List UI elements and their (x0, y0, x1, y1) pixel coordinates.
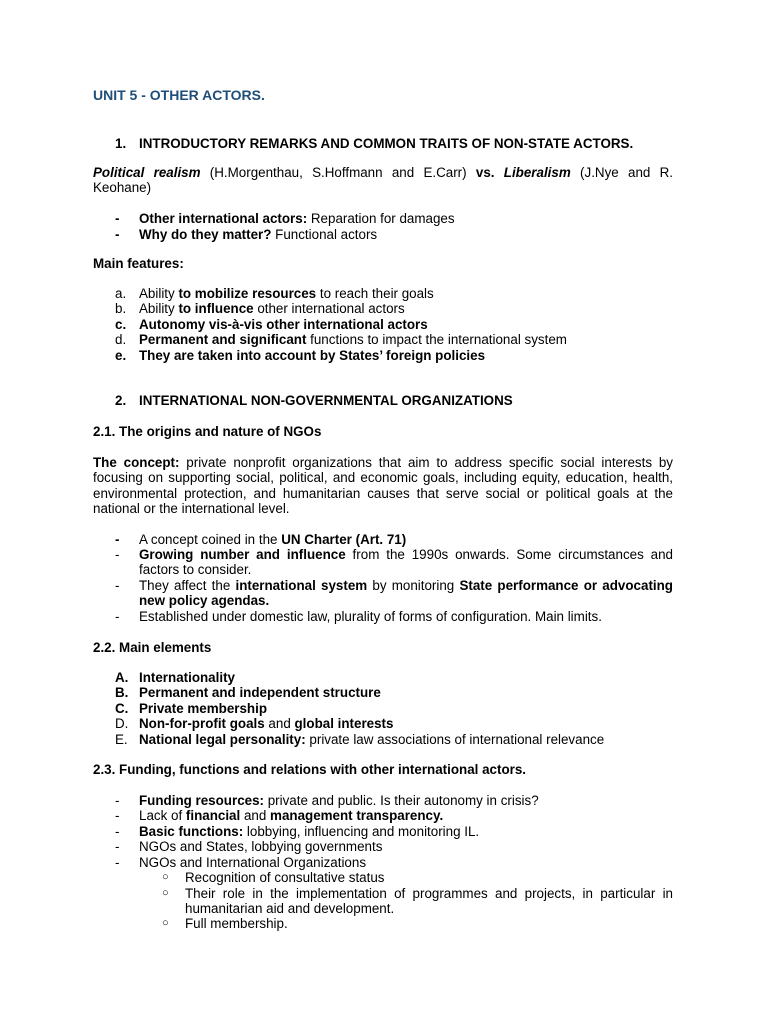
bullet-dash: - (115, 547, 120, 562)
bullet-dash: - (115, 578, 120, 593)
concept-text: private nonprofit organizations that aim to address specific social interests by focusing on supporting social, political, and economic goals, including equity, education, health, environmental protection, and humanitarian causes that serve social or political goals at the national or the international level. (93, 455, 674, 517)
text: A concept coined in the (139, 532, 282, 547)
subsection-2-3-heading: 2.3. Funding, functions and relations with other international actors. (93, 762, 526, 777)
list-marker: E. (115, 732, 128, 747)
section-1-title: INTRODUCTORY REMARKS AND COMMON TRAITS OF NON-STATE ACTORS. (139, 136, 634, 151)
text: Lack of (139, 808, 186, 823)
list-marker: A. (115, 670, 129, 685)
text: Ability (139, 301, 179, 316)
list-marker: c. (115, 317, 127, 332)
text-bold: Non-for-profit goals (139, 716, 265, 731)
bullet-dash: - (115, 808, 120, 823)
list-marker: C. (115, 701, 129, 716)
list-marker: a. (115, 286, 127, 301)
text: by monitoring (367, 578, 460, 593)
text-bold: Internationality (139, 670, 235, 685)
text: to reach their goals (316, 286, 434, 301)
bullet-label: Other international actors: (139, 211, 308, 226)
text: Their role in the implementation of programmes and projects, in particular in humanitarian aid and development. (185, 886, 673, 917)
text-bold: financial (185, 808, 241, 823)
text: from the 1990s onwards. Some circumstances and factors to consider. (139, 547, 674, 578)
list-marker: b. (115, 301, 127, 316)
list-marker: B. (115, 685, 129, 700)
text: NGOs and States, lobbying governments (139, 839, 383, 854)
realism-authors: (H.Morgenthau, S.Hoffmann and E.Carr) (200, 165, 476, 180)
bullet-label: Why do they matter? (139, 227, 272, 242)
text-bold: Autonomy vis-à-vis other international actors (139, 317, 428, 332)
text-bold: international system (235, 578, 368, 593)
bullet-text: Functional actors (271, 227, 378, 242)
text: and (264, 716, 295, 731)
text-bold: Permanent and independent structure (139, 685, 381, 700)
bullet-dash: - (115, 839, 120, 854)
text: Full membership. (185, 916, 288, 931)
text-bold: Permanent and significant (139, 332, 307, 347)
space (495, 165, 504, 180)
text: They affect the (139, 578, 236, 593)
main-features-heading: Main features: (93, 256, 184, 271)
text: private law associations of international relevance (305, 732, 605, 747)
unit-title: UNIT 5 - OTHER ACTORS. (93, 87, 265, 103)
text: other international actors (253, 301, 405, 316)
concept-label: The concept: (93, 455, 180, 470)
text: Recognition of consultative status (185, 870, 385, 885)
text-bold: global interests (294, 716, 394, 731)
text-bold: Growing number and influence (139, 547, 346, 562)
text-bold: National legal personality: (139, 732, 306, 747)
bullet-dash: - (115, 609, 120, 624)
bullet-dash: - (115, 227, 120, 242)
text-bold: Private membership (139, 701, 268, 716)
text-bold: Funding resources: (139, 793, 264, 808)
text: lobbying, influencing and monitoring IL. (243, 824, 480, 839)
realism-term: Political realism (93, 165, 201, 180)
section-2-number: 2. (115, 393, 127, 408)
text-bold: to mobilize resources (178, 286, 317, 301)
subsection-2-2-heading: 2.2. Main elements (93, 640, 212, 655)
bullet-dash: - (115, 211, 120, 226)
circle-bullet-icon: ○ (162, 887, 169, 899)
text-bold: They are taken into account by States’ foreign policies (139, 348, 486, 363)
circle-bullet-icon: ○ (162, 917, 169, 929)
text-bold: State performance or advocating new policy agendas. (139, 578, 673, 609)
section-1-number: 1. (115, 136, 127, 151)
bullet-dash: - (115, 532, 120, 547)
realism-paragraph (93, 165, 673, 196)
list-marker: d. (115, 332, 127, 347)
list-marker: e. (115, 348, 127, 363)
text: private and public. Is their autonomy in crisis? (264, 793, 539, 808)
versus: vs. (475, 165, 495, 180)
liberalism-term: Liberalism (503, 165, 571, 180)
liberalism-authors: (J.Nye and R. Keohane) (93, 165, 673, 196)
text-bold: management transparency. (270, 808, 444, 823)
text: and (240, 808, 271, 823)
bullet-dash: - (115, 793, 120, 808)
text: Established under domestic law, plurality of forms of configuration. Main limits. (139, 609, 602, 624)
text-bold: Basic functions: (139, 824, 244, 839)
concept-paragraph (93, 455, 673, 517)
circle-bullet-icon: ○ (162, 871, 169, 883)
list-marker: D. (115, 716, 129, 731)
text: Ability (139, 286, 179, 301)
text-bold: UN Charter (Art. 71) (281, 532, 407, 547)
bullet-dash: - (115, 855, 120, 870)
section-2-title: INTERNATIONAL NON-GOVERNMENTAL ORGANIZATIONS (139, 393, 513, 408)
text-bold: to influence (178, 301, 254, 316)
bullet-dash: - (115, 824, 120, 839)
text: functions to impact the international system (306, 332, 567, 347)
subsection-2-1-heading: 2.1. The origins and nature of NGOs (93, 424, 322, 439)
bullet-text: Reparation for damages (307, 211, 455, 226)
text: NGOs and International Organizations (139, 855, 367, 870)
